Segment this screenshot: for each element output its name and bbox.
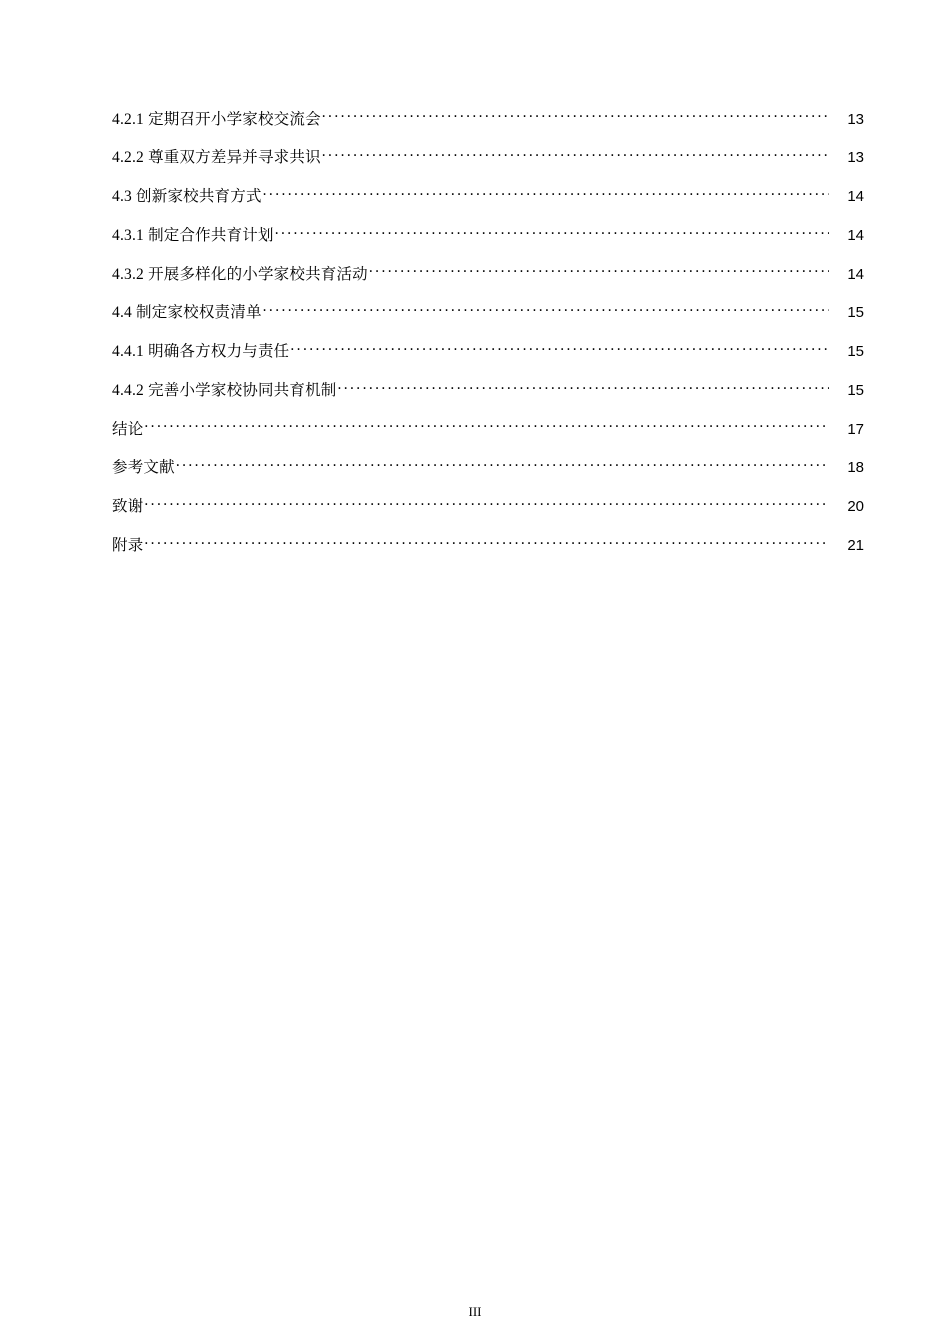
toc-entry[interactable] (112, 302, 864, 323)
toc-entry-label: 结论 (112, 420, 144, 438)
toc-entry[interactable] (112, 186, 864, 207)
toc-entry-page: 15 (847, 381, 864, 399)
toc-entry-label: 4.3.2 开展多样化的小学家校共育活动 (112, 265, 368, 283)
toc-leader (263, 302, 829, 318)
toc-entry-page: 14 (847, 226, 864, 244)
toc-leader (144, 418, 829, 434)
toc-entry-label: 附录 (112, 536, 144, 554)
toc-entry[interactable] (112, 341, 864, 362)
toc-entry-page: 17 (847, 420, 864, 438)
toc-entry-page: 13 (847, 110, 864, 128)
toc-entry-label: 4.3 创新家校共育方式 (112, 188, 262, 205)
toc-leader (263, 186, 829, 202)
toc-leader (322, 108, 829, 124)
toc-leader (144, 496, 829, 512)
toc-entry-page: 15 (847, 343, 864, 360)
toc-entry-label: 致谢 (112, 498, 144, 515)
toc-entry-page: 18 (847, 459, 864, 477)
toc-entry[interactable] (112, 496, 864, 517)
toc-entry-page: 14 (847, 188, 864, 205)
toc-entry[interactable] (112, 108, 864, 129)
toc-entry-label: 4.2.2 尊重双方差异并寻求共识 (112, 149, 321, 167)
toc-entry-page: 15 (847, 304, 864, 322)
toc-entry[interactable] (112, 457, 864, 478)
page-number: III (468, 1304, 482, 1319)
toc-entry-page: 20 (847, 498, 864, 515)
toc-leader (322, 147, 829, 163)
toc-leader (290, 341, 829, 357)
toc-entry[interactable] (112, 263, 864, 284)
toc-entry-label: 4.2.1 定期召开小学家校交流会 (112, 110, 321, 128)
toc-entry[interactable] (112, 418, 864, 439)
toc-entry[interactable] (112, 224, 864, 245)
toc-entry[interactable] (112, 379, 864, 400)
toc-leader (275, 224, 829, 240)
toc-entry-label: 4.4.2 完善小学家校协同共育机制 (112, 381, 337, 399)
table-of-contents (112, 108, 864, 573)
toc-entry-label: 4.4.1 明确各方权力与责任 (112, 343, 290, 360)
toc-leader (176, 457, 829, 473)
toc-entry-page: 21 (847, 536, 864, 554)
toc-entry-label: 4.3.1 制定合作共育计划 (112, 226, 274, 244)
toc-entry-label: 参考文献 (112, 459, 175, 477)
toc-entry[interactable] (112, 147, 864, 168)
toc-entry-page: 14 (847, 265, 864, 283)
toc-leader (369, 263, 829, 279)
toc-entry-page: 13 (847, 149, 864, 167)
toc-entry[interactable] (112, 534, 864, 555)
toc-leader (337, 379, 829, 395)
toc-entry-label: 4.4 制定家校权责清单 (112, 304, 262, 322)
toc-leader (144, 534, 829, 550)
